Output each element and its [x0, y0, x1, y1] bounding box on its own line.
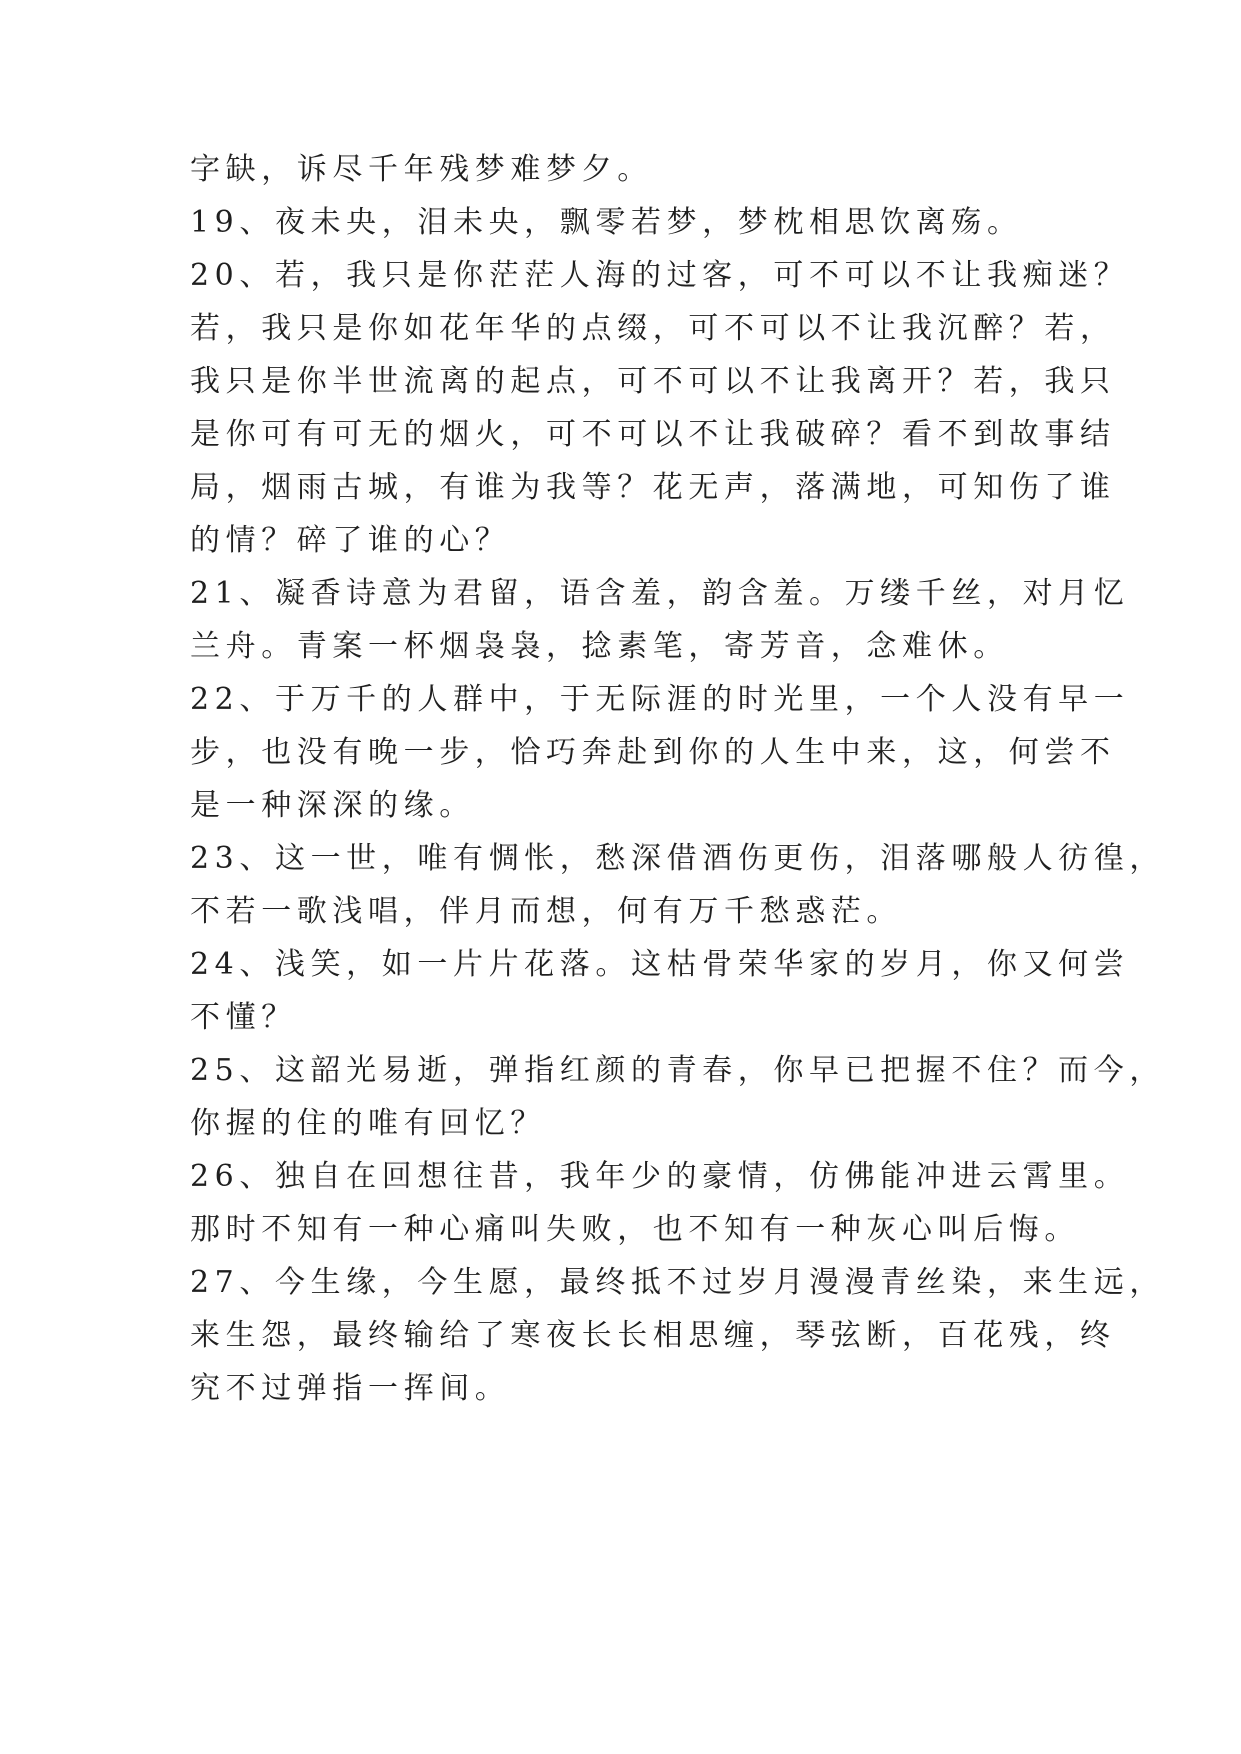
text-line: 不懂？ — [190, 1000, 297, 1035]
text-line: 局，烟雨古城，有谁为我等？花无声，落满地，可知伤了谁 — [190, 470, 1116, 505]
text-line: 是一种深深的缘。 — [190, 788, 475, 823]
text-line: 究不过弹指一挥间。 — [190, 1371, 511, 1406]
text-line: 26、独自在回想往昔，我年少的豪情，仿佛能冲进云霄里。 — [190, 1159, 1130, 1194]
text-line: 兰舟。青案一杯烟袅袅，捻素笔，寄芳音，念难休。 — [190, 629, 1009, 664]
text-line: 19、夜未央，泪未央，飘零若梦，梦枕相思饮离殇。 — [190, 205, 1023, 240]
text-line: 步，也没有晚一步，恰巧奔赴到你的人生中来，这，何尝不 — [190, 735, 1116, 770]
text-line: 22、于万千的人群中，于无际涯的时光里，一个人没有早一 — [190, 682, 1130, 717]
text-line: 25、这韶光易逝，弹指红颜的青春，你早已把握不住？而今， — [190, 1053, 1165, 1088]
text-line: 字缺，诉尽千年残梦难梦夕。 — [190, 152, 653, 187]
text-line: 若，我只是你如花年华的点缀，可不可以不让我沉醉？若， — [190, 311, 1116, 346]
text-line: 27、今生缘，今生愿，最终抵不过岁月漫漫青丝染，来生远， — [190, 1265, 1165, 1300]
text-line: 那时不知有一种心痛叫失败，也不知有一种灰心叫后悔。 — [190, 1212, 1080, 1247]
text-line: 你握的住的唯有回忆？ — [190, 1106, 546, 1141]
text-line: 21、凝香诗意为君留，语含羞，韵含羞。万缕千丝，对月忆 — [190, 576, 1130, 611]
text-line: 不若一歌浅唱，伴月而想，何有万千愁惑茫。 — [190, 894, 902, 929]
text-line: 的情？碎了谁的心？ — [190, 523, 511, 558]
text-line: 24、浅笑，如一片片花落。这枯骨荣华家的岁月，你又何尝 — [190, 947, 1130, 982]
text-line: 20、若，我只是你茫茫人海的过客，可不可以不让我痴迷？ — [190, 258, 1130, 293]
text-line: 我只是你半世流离的起点，可不可以不让我离开？若，我只 — [190, 364, 1116, 399]
text-line: 23、这一世，唯有惆怅，愁深借酒伤更伤，泪落哪般人彷徨， — [190, 841, 1165, 876]
text-line: 来生怨，最终输给了寒夜长长相思缠，琴弦断，百花残，终 — [190, 1318, 1116, 1353]
text-line: 是你可有可无的烟火，可不可以不让我破碎？看不到故事结 — [190, 417, 1116, 452]
